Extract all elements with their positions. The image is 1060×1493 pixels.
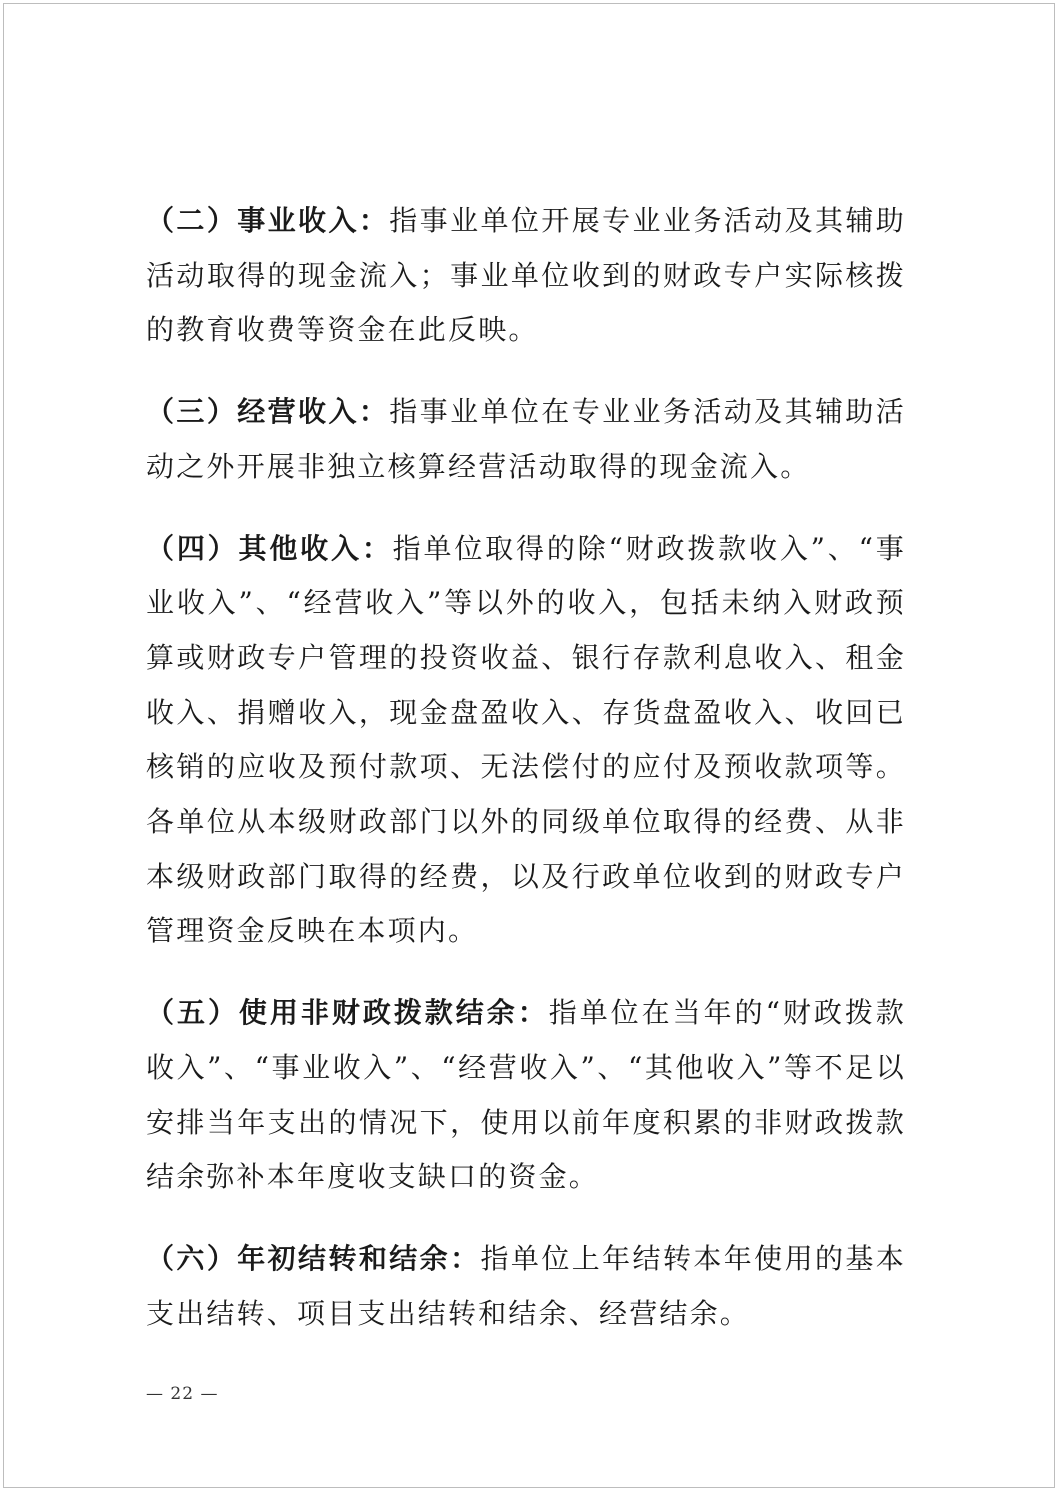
paragraph-heading: （四）其他收入： [146,531,393,565]
paragraph-text: 指事业单位开展专业业务活动及其辅助活动取得的现金流入；事业单位收到的财政专户实际核拨的教育收费等资金在此反映。 [146,204,906,347]
paragraph-carryover-balance [146,1232,906,1341]
paragraph-non-fiscal-surplus [146,986,906,1205]
document-page [3,3,1055,1488]
paragraph-heading: （五）使用非财政拨款结余： [146,996,549,1030]
paragraph-heading: （二）事业收入： [146,204,390,237]
paragraph-heading: （六）年初结转和结余： [146,1241,481,1275]
page-number: — 22 — [146,1384,219,1404]
paragraph-text: 指单位在当年的“财政拨款收入”、“事业收入”、“经营收入”、“其他收入”等不足以安排当年支出的情况下，使用以前年度积累的非财政拨款结余弥补本年度收支缺口的资金。 [146,996,906,1194]
paragraph-heading: （三）经营收入： [146,395,390,429]
document-body [146,194,906,1368]
paragraph-operating-income [146,385,906,494]
paragraph-other-income [146,522,906,960]
paragraph-business-income [146,194,906,358]
paragraph-text: 指单位上年结转本年使用的基本支出结转、项目支出结转和结余、经营结余。 [146,1241,907,1330]
paragraph-text: 指事业单位在专业业务活动及其辅助活动之外开展非独立核算经营活动取得的现金流入。 [146,395,906,483]
paragraph-text: 指单位取得的除“财政拨款收入”、“事业收入”、“经营收入”等以外的收入，包括未纳入财政预算或财政专户管理的投资收益、银行存款利息收入、租金收入、捐赠收入，现金盘盈收入、存货盘盈收入、收回已核销的应收及预付款项、无法偿付的应付及预收款项等。各单位从本级财政部门以外的同级单位取得的经费、从非本级财政部门取得的经费，以及行政单位收到的财政专户管理资金反映在本项内。 [146,531,906,948]
